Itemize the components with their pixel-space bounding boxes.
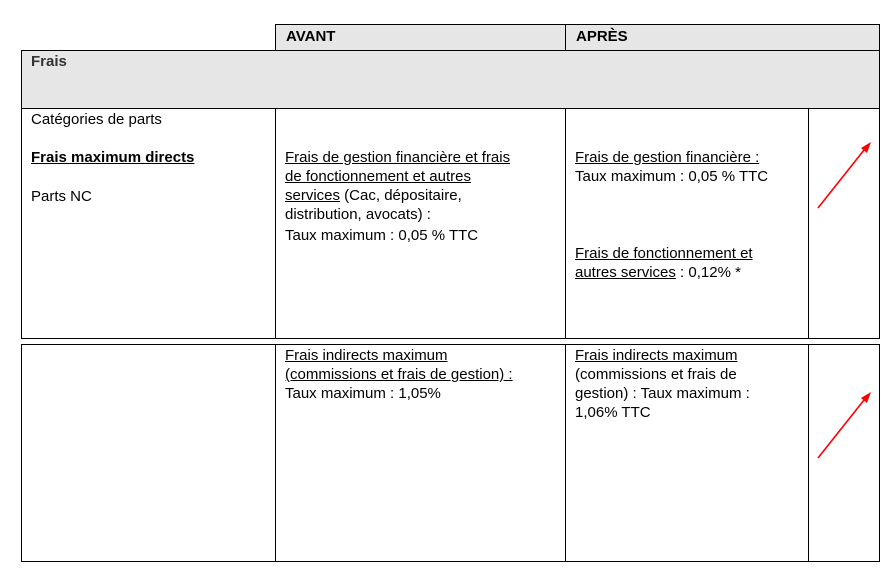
row1-apres-line1: Frais de gestion financière :: [575, 149, 760, 166]
column-header-apres: APRÈS: [576, 28, 628, 45]
border-arrow-col-row2: [808, 344, 809, 562]
row1-avant-line1: Frais de gestion financière et frais: [285, 149, 511, 166]
border-table2-bottom: [21, 561, 880, 562]
row1-apres-line4-rest: : 0,12% *: [675, 264, 741, 281]
row1-apres-line4: [575, 263, 741, 282]
border-header-top: [275, 24, 880, 25]
border-arrow-col-row1: [808, 108, 809, 339]
row2-apres-line1: Frais indirects maximum: [575, 347, 738, 364]
arrow-up-right-icon: [815, 140, 875, 210]
label-parts-nc: Parts NC: [31, 188, 92, 205]
border-avant-left-row1: [275, 108, 276, 339]
section-title-frais: Frais: [31, 53, 67, 70]
row1-avant-line2: de fonctionnement et autres: [285, 168, 471, 185]
label-frais-maximum-directs: Frais maximum directs: [31, 149, 195, 166]
border-avant-left-header: [275, 24, 276, 51]
border-frais-bottom: [21, 108, 880, 109]
border-table1-bottom: [21, 338, 880, 339]
row2-avant-line3: Taux maximum : 1,05%: [285, 385, 441, 402]
row2-avant-line2: (commissions et frais de gestion) :: [285, 366, 513, 383]
row2-avant-line1: Frais indirects maximum: [285, 347, 448, 364]
row1-avant-line5: Taux maximum : 0,05 % TTC: [285, 227, 479, 244]
border-left-table2: [21, 344, 22, 562]
arrow-up-right-icon: [815, 390, 875, 460]
label-categories-de-parts: Catégories de parts: [31, 111, 162, 128]
border-right-table1: [879, 24, 880, 339]
border-left-frais: [21, 50, 22, 339]
row2-apres-line2: (commissions et frais de: [575, 366, 737, 383]
row2-apres-line4: 1,06% TTC: [575, 404, 651, 421]
row1-avant-line3-ul: services: [285, 187, 341, 204]
border-frais-top: [21, 50, 880, 51]
row1-apres-line4-ul: autres services: [575, 264, 676, 281]
frais-section-bg: [22, 50, 879, 108]
row1-apres-line2: Taux maximum : 0,05 % TTC: [575, 168, 769, 185]
row1-avant-line3-rest: (Cac, dépositaire,: [340, 187, 462, 204]
border-apres-left-row1: [565, 108, 566, 339]
row1-avant-line3: [285, 186, 462, 205]
border-table2-top: [21, 344, 880, 345]
column-header-avant: AVANT: [286, 28, 336, 45]
border-right-table2: [879, 344, 880, 562]
border-avant-left-row2: [275, 344, 276, 562]
row2-apres-line3: gestion) : Taux maximum :: [575, 385, 750, 402]
border-apres-left-header: [565, 24, 566, 51]
row1-apres-line3: Frais de fonctionnement et: [575, 245, 753, 262]
border-apres-left-row2: [565, 344, 566, 562]
row1-avant-line4: distribution, avocats) :: [285, 206, 431, 223]
